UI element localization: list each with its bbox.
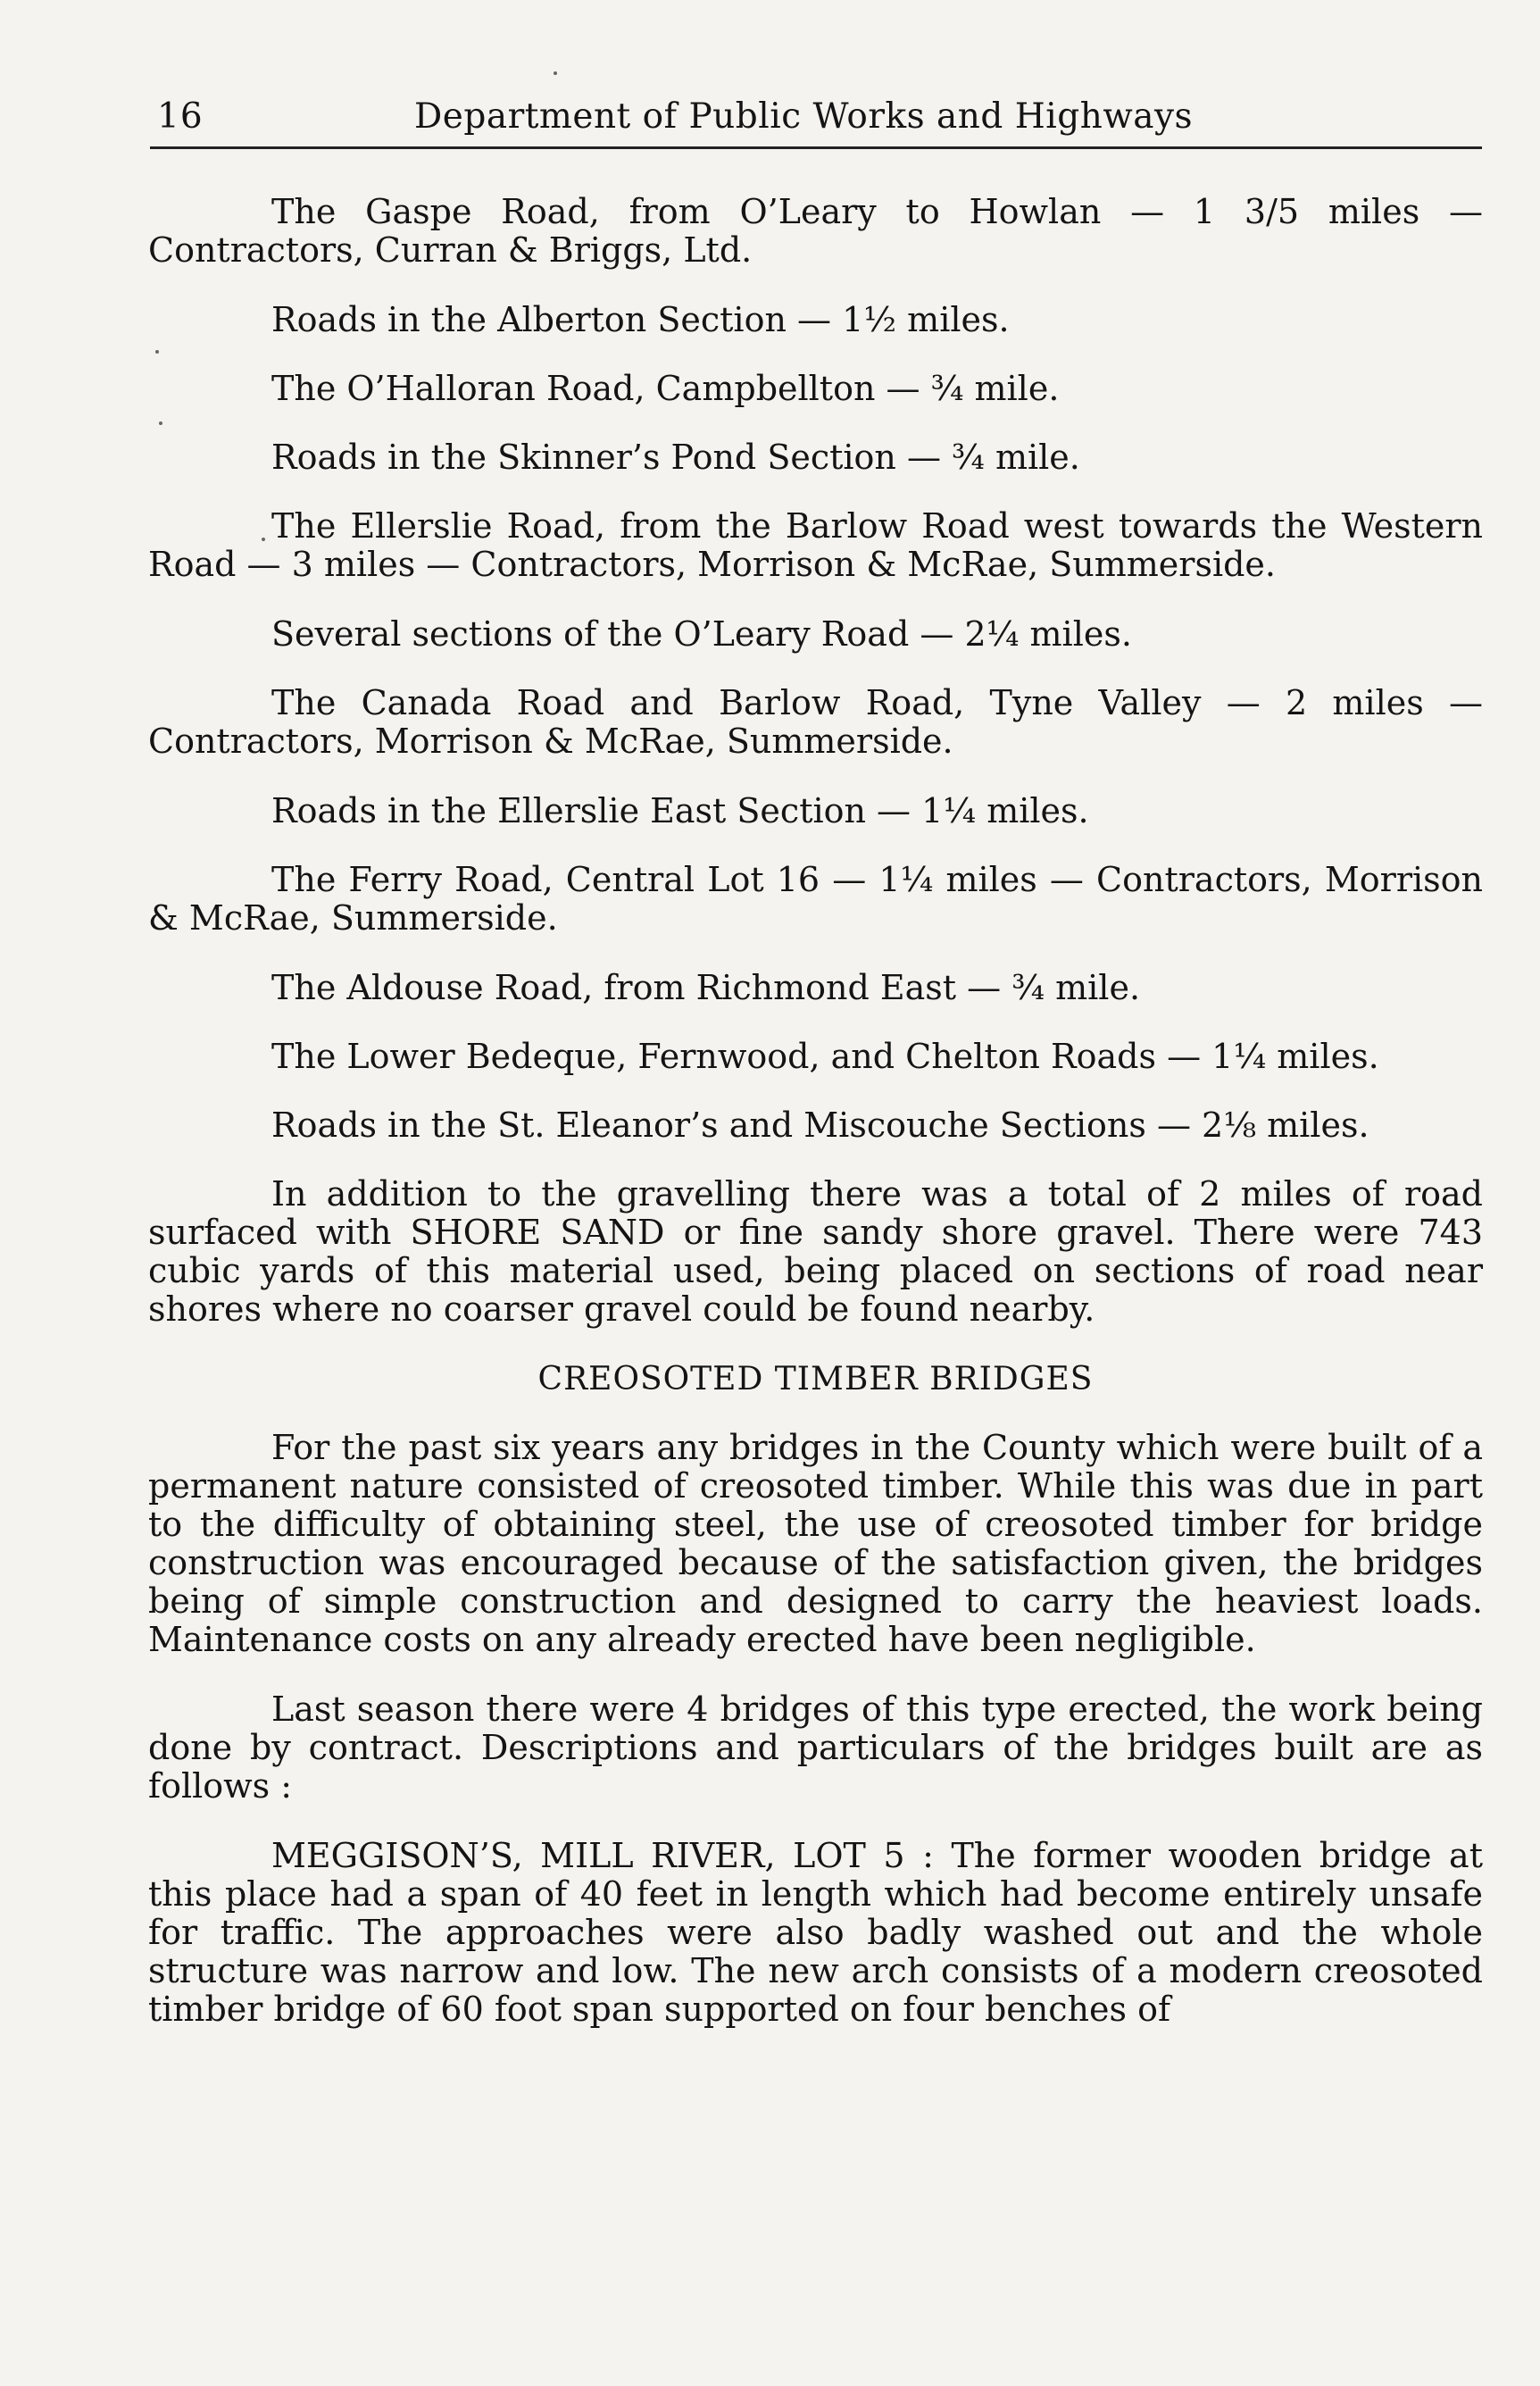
body-text — [148, 193, 1483, 2060]
paragraph: Roads in the Skinner’s Pond Section — ¾ mile. — [271, 438, 1080, 477]
paragraph: In addition to the gravelling there was a total of 2 miles of road surfaced with SHORE SAND or fine sandy shore gravel. There were 743 cubic yards of this material used, being placed on sections of road near shores where no coarser gravel could be found nearby. — [148, 1174, 1483, 1329]
section-heading: CREOSOTED TIMBER BRIDGES — [537, 1361, 1094, 1397]
page-number: 16 — [157, 96, 204, 137]
running-head: Department of Public Works and Highways — [414, 96, 1194, 137]
paragraph: Roads in the Alberton Section — 1½ miles. — [271, 300, 1010, 339]
print-speck — [159, 421, 162, 425]
paragraph: The Canada Road and Barlow Road, Tyne Valley — 2 miles — Contractors, Morrison & McRae, Summerside. — [148, 683, 1483, 761]
header-rule — [150, 146, 1482, 149]
print-speck — [262, 538, 265, 541]
paragraph: MEGGISON’S, MILL RIVER, LOT 5 : The former wooden bridge at this place had a span of 40 feet in length which had become entirely unsafe for traffic. The approaches were also badly washed out and the whole structure was narrow and low. The new arch consists of a modern creosoted timber bridge of 60 foot span supported on four benches of — [148, 1836, 1483, 2029]
paragraph: The Ferry Road, Central Lot 16 — 1¼ miles — Contractors, Morrison & McRae, Summerside. — [148, 860, 1483, 938]
paragraph: Roads in the St. Eleanor’s and Miscouche Sections — 2⅛ miles. — [271, 1105, 1369, 1145]
print-speck — [554, 71, 557, 75]
paragraph: Last season there were 4 bridges of this type erected, the work being done by contract. Descriptions and particulars of the bridges built are as follows : — [148, 1689, 1483, 1806]
paragraph: The Ellerslie Road, from the Barlow Road west towards the Western Road — 3 miles — Contractors, Morrison & McRae, Summerside. — [148, 506, 1483, 584]
paragraph: The Gaspe Road, from O’Leary to Howlan — 1 3/5 miles — Contractors, Curran & Briggs, Ltd. — [148, 192, 1483, 270]
print-speck — [155, 350, 159, 354]
paragraph: The Lower Bedeque, Fernwood, and Chelton Roads — 1¼ miles. — [271, 1037, 1379, 1076]
paragraph: Roads in the Ellerslie East Section — 1¼ miles. — [271, 791, 1089, 830]
page-header — [150, 89, 1482, 152]
paragraph: The O’Halloran Road, Campbellton — ¾ mile. — [271, 369, 1060, 408]
paragraph: The Aldouse Road, from Richmond East — ¾ mile. — [271, 968, 1141, 1007]
paragraph: Several sections of the O’Leary Road — 2¼ miles. — [271, 614, 1132, 654]
paragraph: For the past six years any bridges in the County which were built of a permanent nature consisted of creosoted timber. While this was due in part to the difficulty of obtaining steel, the use of creosoted timber for bridge construction was encouraged because of the satisfaction given, the bridges being of simple construction and designed to carry the heaviest loads. Maintenance costs on any already erected have been negligible. — [148, 1428, 1483, 1659]
